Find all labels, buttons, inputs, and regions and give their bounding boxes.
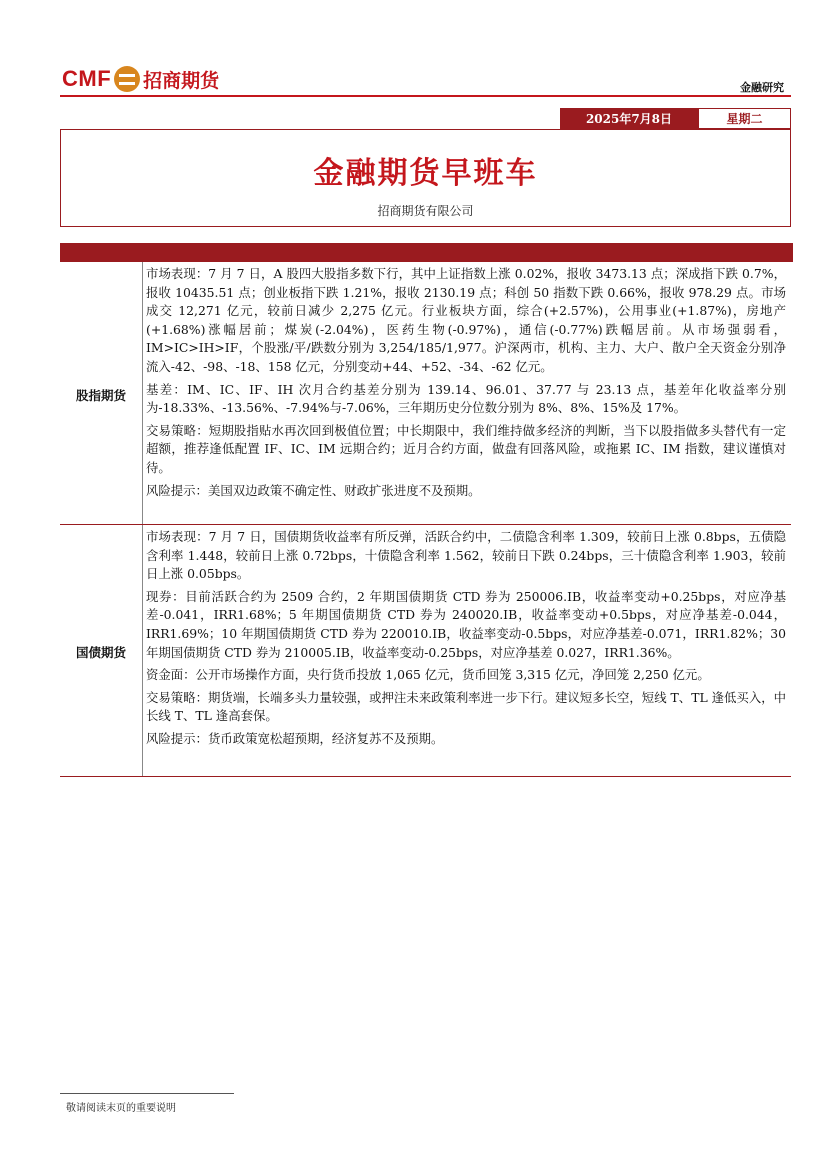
paragraph-spot-bonds: 现券：目前活跃合约为 2509 合约，2 年期国债期货 CTD 券为 250006.IB，收益率变动+0.25bps，对应净基差-0.041，IRR1.68%；5 年期国债期货 CTD 券为 240020.IB，收益率变动+0.5bps，对应净基差-0.044，IRR1.69%；10 年期国债期货 CTD 券为 220010.IB，收益率变动-0.5bps，对应净基差-0.071，IRR1.82%；30 年期国债期货 CTD 券为 210005.IB，收益率变动-0.25bps，对应净基差 0.027，IRR1.36%。 [146,588,786,660]
footer-divider [60,1093,234,1094]
paragraph-liquidity: 资金面：公开市场操作方面，央行货币投放 1,065 亿元，货币回笼 3,315 亿元，净回笼 2,250 亿元。 [146,667,710,683]
paragraph-risk-warning: 风险提示：货币政策宽松超预期，经济复苏不及预期。 [146,730,444,746]
paragraph-trading-strategy: 交易策略：期货端，长端多头力量较强，或押注未来政策利率进一步下行。建议短多长空，短线 T、TL 逢低买入，中长线 T、TL 逢高套保。 [146,689,786,724]
table-bottom-rule [60,776,791,777]
company-name: 招商期货有限公司 [377,204,474,218]
paragraph-market-performance: 市场表现：7 月 7 日，国债期货收益率有所反弹，活跃合约中，二债隐含利率 1.309，较前日上涨 0.8bps，五债隐含利率 1.448，较前日上涨 0.72bps，十债隐含利率 1.562，较前日下跌 0.24bps，三十债隐含利率 1.903，较前日上涨 0.05bps。 [146,529,786,582]
footer-note: 敬请阅读末页的重要说明 [66,1103,176,1114]
page-title: 金融期货早班车 [313,156,538,191]
paragraph-basis: 基差：IM、IC、IF、IH 次月合约基差分别为 139.14、96.01、37.77 与 23.13 点，基差年化收益率分别为-18.33%、-13.56%、-7.94%与-7.06%，三年期历史分位数分别为 8%、8%、15%及 17%。 [146,381,786,416]
section-label: 金融研究 [740,81,784,94]
logo-name-text: 招商期货 [143,69,220,92]
row-divider [60,524,791,525]
table-header-bar [60,243,793,262]
report-date: 2025年7月8日 [560,108,698,129]
company-logo [62,62,219,96]
category-stock-index-futures: 股指期货 [75,388,126,403]
section-content-stock-index [146,265,786,504]
column-divider [142,262,143,776]
report-weekday: 星期二 [698,108,791,129]
paragraph-risk-warning: 风险提示：美国双边政策不确定性、财政扩张进度不及预期。 [146,482,481,498]
category-treasury-futures: 国债期货 [75,645,126,660]
header-divider [60,95,791,97]
logo-emblem-icon [114,66,140,92]
paragraph-market-performance: 市场表现：7 月 7 日，A 股四大股指多数下行，其中上证指数上涨 0.02%，报收 3473.13 点；深成指下跌 0.7%，报收 10435.51 点；创业板指下跌 1.21%，报收 2130.19 点；科创 50 指数下跌 0.66%，报收 978.29 点。市场成交 12,271 亿元，较前日减少 2,275 亿元。行业板块方面，综合(+2.57%)，公用事业(+1.87%)，房地产(+1.68%)涨幅居前；煤炭(-2.04%)，医药生物(-0.97%)，通信(-0.77%)跌幅居前。从市场强弱看，IM>IC>IH>IF，个股涨/平/跌数分别为 3,254/185/1,977。沪深两市，机构、主力、大户、散户全天资金分别净流入-42、-98、-18、158 亿元，分别变动+44、+52、-34、-62 亿元。 [146,266,786,374]
section-content-treasury [146,528,786,753]
logo-brand-text: CMF [62,66,112,91]
paragraph-trading-strategy: 交易策略：短期股指贴水再次回到极值位置；中长期限中，我们维持做多经济的判断，当下以股指做多头替代有一定超额，推荐逢低配置 IF、IC、IM 远期合约；近月合约方面，做盘有回落风险，或拖累 IC、IM 指数，建议谨慎对待。 [146,422,786,475]
